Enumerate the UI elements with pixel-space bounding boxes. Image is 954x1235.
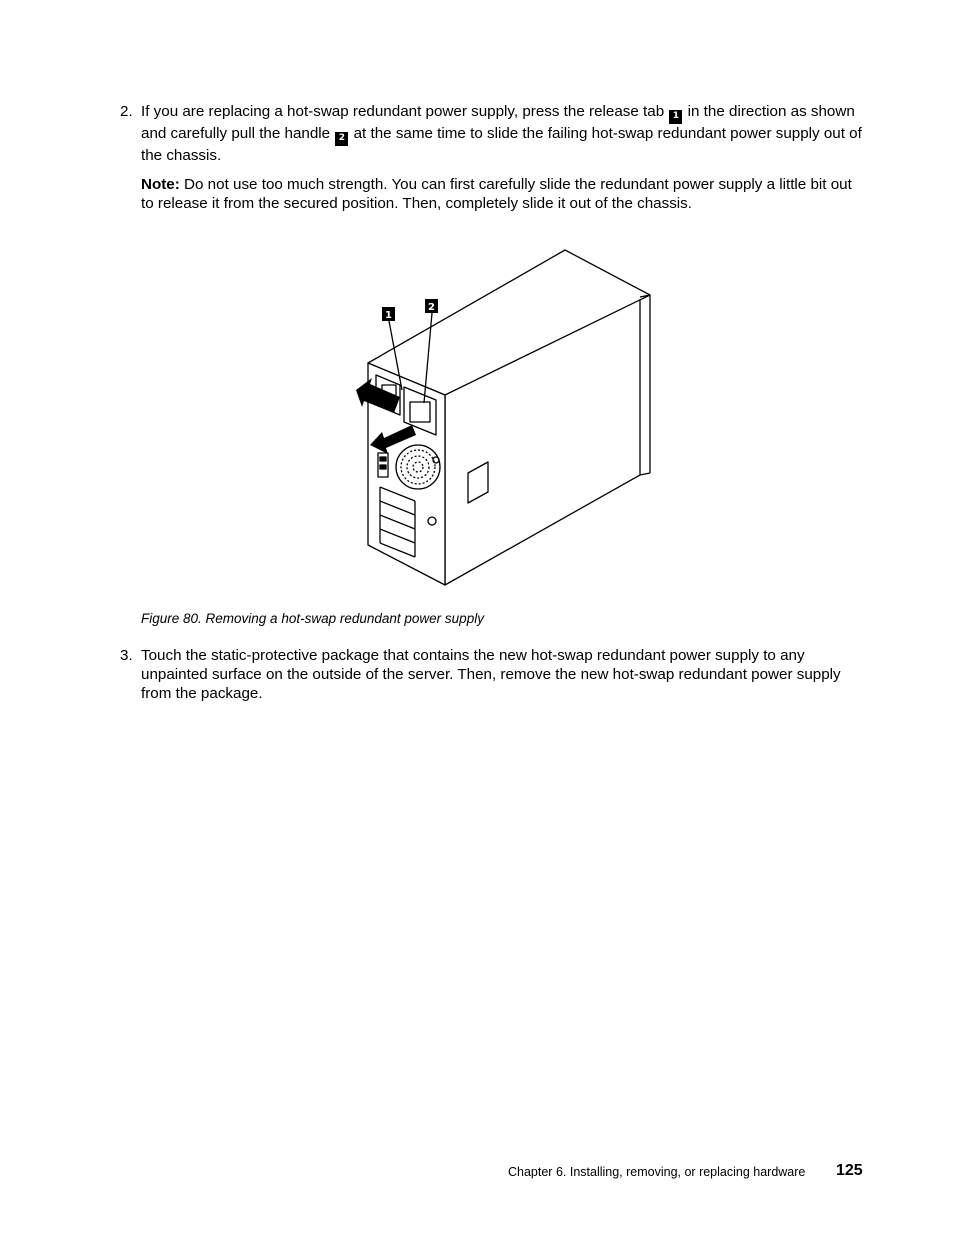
- figure-callout-2: 2: [428, 302, 435, 313]
- step-2: [120, 102, 865, 165]
- step-number: 2.: [120, 103, 133, 120]
- callout-1: 1: [669, 110, 682, 124]
- step-text-part: If you are replacing a hot-swap redundant power supply, press the release tab: [141, 103, 665, 120]
- step-text-part: in the direction as shown and carefully pull the handle: [141, 103, 855, 142]
- page-number: 125: [836, 1162, 863, 1179]
- callout-2: 2: [335, 132, 348, 146]
- note-paragraph: [141, 175, 866, 213]
- step-number: 3.: [120, 647, 133, 664]
- step-text: Touch the static-protective package that contains the new hot-swap redundant power supply to any unpainted surface on the outside of the server. Then, remove the new hot-swap redundant power supply from the package.: [141, 647, 841, 702]
- step-text-part: at the same time to slide the failing hot-swap redundant power supply out of the chassis.: [141, 125, 862, 164]
- step-text: [141, 102, 865, 165]
- footer-chapter: Chapter 6. Installing, removing, or replacing hardware: [508, 1165, 806, 1179]
- figure-callout-1: 1: [385, 310, 392, 321]
- server-chassis-illustration: [340, 245, 660, 590]
- figure-illustration: [340, 245, 660, 590]
- note-text: Do not use too much strength. You can first carefully slide the redundant power supply a little bit out to release it from the secured position. Then, completely slide it out of the chassis.: [141, 176, 852, 212]
- note-label: Note:: [141, 176, 180, 193]
- step-3: [120, 646, 865, 703]
- figure-caption: Figure 80. Removing a hot-swap redundant power supply: [141, 611, 484, 626]
